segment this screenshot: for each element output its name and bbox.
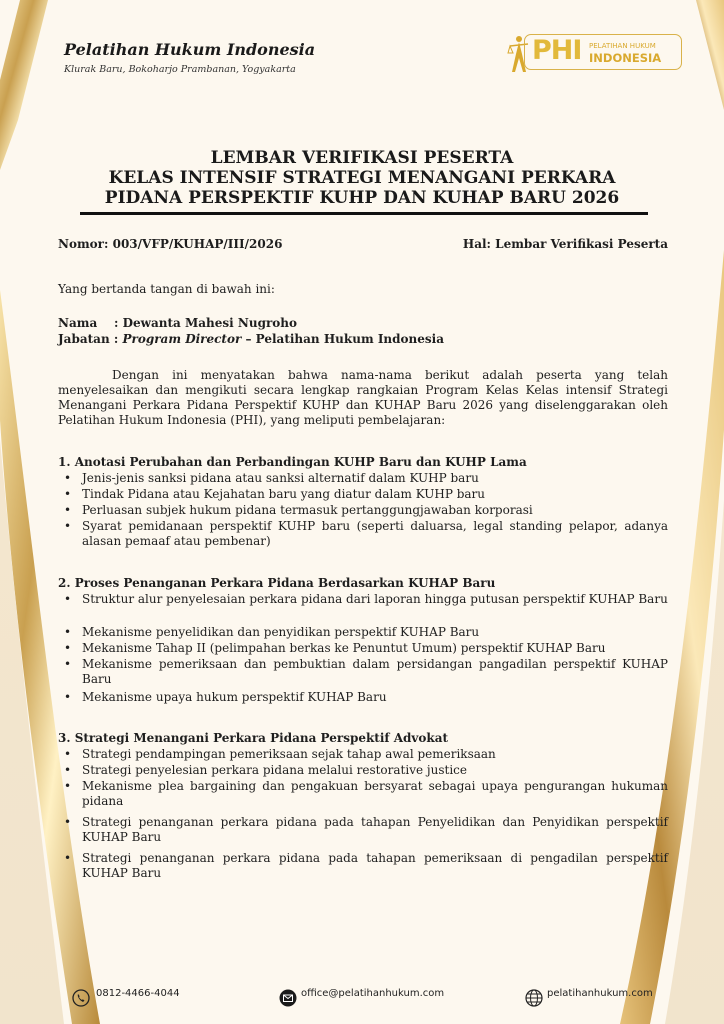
contact-website[interactable]: pelatihanhukum.com	[547, 988, 653, 999]
list-item: Struktur alur penyelesaian perkara pidana dari laporan hingga putusan perspektif KUHAP Baru	[82, 592, 668, 606]
email-icon	[279, 989, 297, 1007]
position-line	[58, 332, 444, 347]
organization-name: Pelatihan Hukum Indonesia	[64, 40, 316, 59]
section-2-heading: 2. Proses Penanganan Perkara Pidana Berdasarkan KUHAP Baru	[58, 576, 496, 590]
globe-icon	[525, 989, 543, 1007]
statement-paragraph: Dengan ini menyatakan bahwa nama-nama berikut adalah peserta yang telah menyelesaikan dan mengikuti secara lengkap rangkaian Program Kelas Kelas intensif Strategi Menangani Perkara Pidana Perspektif KUHP dan KUHAP Baru 2026 yang diselenggarakan oleh Pelatihan Hukum Indonesia (PHI), yang meliputi pembelajaran:	[58, 368, 668, 427]
phi-logo	[506, 34, 684, 72]
list-item: Mekanisme penyelidikan dan penyidikan perspektif KUHAP Baru	[82, 625, 480, 639]
document-title-line1: LEMBAR VERIFIKASI PESERTA	[210, 148, 514, 168]
list-item: Mekanisme Tahap II (pelimpahan berkas ke Penuntut Umum) perspektif KUHAP Baru	[82, 641, 606, 655]
bullet-icon: •	[64, 690, 72, 704]
position-label: Jabatan	[58, 332, 110, 346]
position-separator: :	[113, 332, 119, 346]
list-item: Strategi penanganan perkara pidana pada tahapan pemeriksaan di pengadilan perspektif KUHAP Baru	[82, 851, 668, 880]
contact-phone[interactable]: 0812-4466-4044	[96, 988, 180, 999]
list-item: Mekanisme plea bargaining dan pengakuan bersyarat sebagai upaya pengurangan hukuman pidana	[82, 779, 668, 808]
list-item: Mekanisme upaya hukum perspektif KUHAP Baru	[82, 690, 387, 704]
bullet-icon: •	[64, 592, 72, 606]
bullet-icon: •	[64, 747, 72, 761]
list-item: Strategi penyelesian perkara pidana melalui restorative justice	[82, 763, 467, 777]
bullet-icon: •	[64, 815, 72, 829]
document-title-line2: KELAS INTENSIF STRATEGI MENANGANI PERKARA	[108, 168, 616, 188]
list-item: Mekanisme pemeriksaan dan pembuktian dalam persidangan pangadilan perspektif KUHAP Baru	[82, 657, 668, 686]
section-1-heading: 1. Anotasi Perubahan dan Perbandingan KUHP Baru dan KUHP Lama	[58, 455, 527, 469]
bullet-icon: •	[64, 763, 72, 777]
position-organization: – Pelatihan Hukum Indonesia	[245, 332, 444, 346]
document-number: Nomor: 003/VFP/KUHAP/III/2026	[58, 237, 283, 251]
logo-text-line1: PELATIHAN HUKUM	[589, 42, 656, 50]
list-item: Tindak Pidana atau Kejahatan baru yang diatur dalam KUHP baru	[82, 487, 486, 501]
organization-address: Klurak Baru, Bokoharjo Prambanan, Yogyakarta	[64, 64, 296, 75]
bullet-icon: •	[64, 641, 72, 655]
name-value: : Dewanta Mahesi Nugroho	[114, 316, 298, 330]
logo-text-line2: INDONESIA	[589, 51, 662, 65]
bullet-icon: •	[64, 519, 72, 533]
list-item: Strategi pendampingan pemeriksaan sejak tahap awal pemeriksaan	[82, 747, 496, 761]
bullet-icon: •	[64, 851, 72, 865]
logo-mark: PHI	[532, 35, 582, 66]
opening-line: Yang bertanda tangan di bawah ini:	[58, 282, 275, 296]
bullet-icon: •	[64, 503, 72, 517]
list-item: Syarat pemidanaan perspektif KUHP baru (seperti daluarsa, legal standing pelapor, adanya alasan pemaaf atau pembenar)	[82, 519, 668, 548]
list-item: Perluasan subjek hukum pidana termasuk pertanggungjawaban korporasi	[82, 503, 533, 517]
name-label: Nama	[58, 316, 98, 330]
list-item: Strategi penanganan perkara pidana pada tahapan Penyelidikan dan Penyidikan perspektif KUHAP Baru	[82, 815, 668, 844]
document-subject: Hal: Lembar Verifikasi Peserta	[462, 237, 668, 251]
position-role: Program Director	[122, 332, 242, 346]
bullet-icon: •	[64, 471, 72, 485]
list-item: Jenis-jenis sanksi pidana atau sanksi alternatif dalam KUHP baru	[82, 471, 479, 485]
section-3-heading: 3. Strategi Menangani Perkara Pidana Perspektif Advokat	[58, 731, 449, 745]
title-underline	[80, 212, 648, 215]
document-title-line3: PIDANA PERSPEKTIF KUHP DAN KUHAP BARU 2026	[104, 188, 620, 208]
bullet-icon: •	[64, 779, 72, 793]
bullet-icon: •	[64, 625, 72, 639]
bullet-icon: •	[64, 487, 72, 501]
contact-email[interactable]: office@pelatihanhukum.com	[301, 988, 445, 999]
phone-icon	[72, 989, 90, 1007]
bullet-icon: •	[64, 657, 72, 671]
